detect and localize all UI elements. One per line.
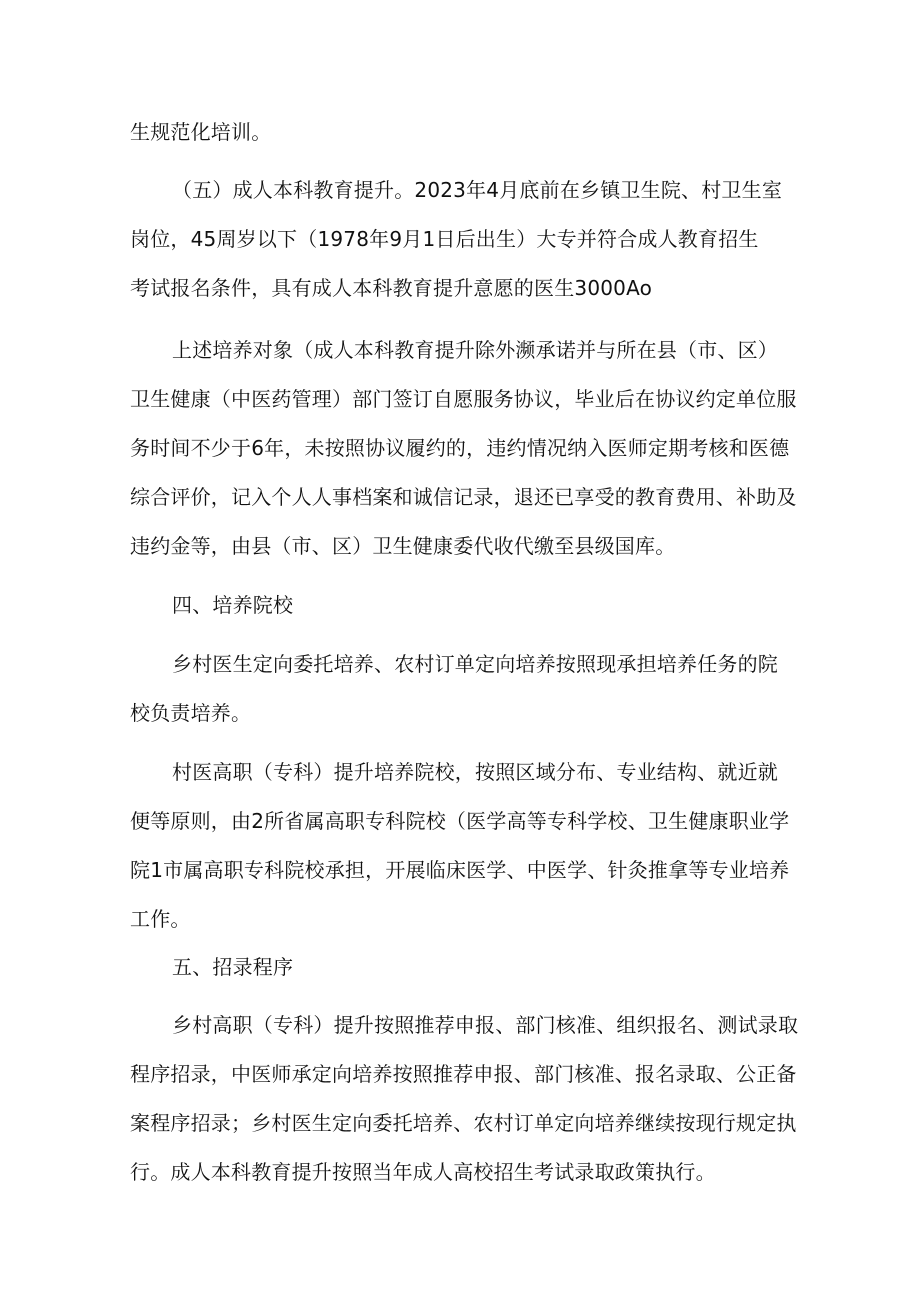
text-line: 行。成人本科教育提升按照当年成人高校招生考试录取政策执行。: [130, 1160, 716, 1184]
text-line: 考试报名条件，具有成人本科教育提升意愿的医生3000Ao: [130, 276, 653, 300]
text-line: 乡村医生定向委托培养、农村订单定向培养按照现承担培养任务的院: [172, 652, 778, 676]
text-line: 生规范化培训。: [130, 120, 272, 144]
text-line: 院1市属高职专科院校承担，开展临床医学、中医学、针灸推拿等专业培养: [130, 858, 790, 882]
text-line: 案程序招录；乡村医生定向委托培养、农村订单定向培养继续按现行规定执: [130, 1111, 797, 1135]
section-heading: 五、招录程序: [172, 955, 294, 979]
text-line: 务时间不少于6年，未按照协议履约的，违约情况纳入医师定期考核和医德: [130, 436, 790, 460]
text-line: 卫生健康（中医药管理）部门签订自愿服务协议，毕业后在协议约定单位服: [130, 387, 797, 411]
text-line: 程序招录，中医师承定向培养按照推荐申报、部门核准、报名录取、公正备: [130, 1062, 797, 1086]
text-line: 校负责培养。: [130, 701, 252, 725]
text-line: 综合评价，记入个人人事档案和诚信记录，退还已享受的教育费用、补助及: [130, 485, 797, 509]
text-line: 上述培养对象（成人本科教育提升除外濒承诺并与所在县（市、区）: [172, 338, 778, 362]
text-line: 便等原则，由2所省属高职专科院校（医学高等专科学校、卫生健康职业学: [130, 809, 790, 833]
text-line: 岗位，45周岁以下（1978年9月1日后出生）大专并符合成人教育招生: [130, 227, 759, 251]
text-line: 村医高职（专科）提升培养院校，按照区域分布、专业结构、就近就: [172, 760, 778, 784]
text-line: （五）成人本科教育提升。2023年4月底前在乡镇卫生院、村卫生室: [172, 178, 783, 202]
text-line: 违约金等，由县（市、区）卫生健康委代收代缴至县级国库。: [130, 534, 676, 558]
section-heading: 四、培养院校: [172, 593, 294, 617]
text-line: 工作。: [130, 907, 191, 931]
text-line: 乡村高职（专科）提升按照推荐申报、部门核准、组织报名、测试录取: [172, 1013, 799, 1037]
